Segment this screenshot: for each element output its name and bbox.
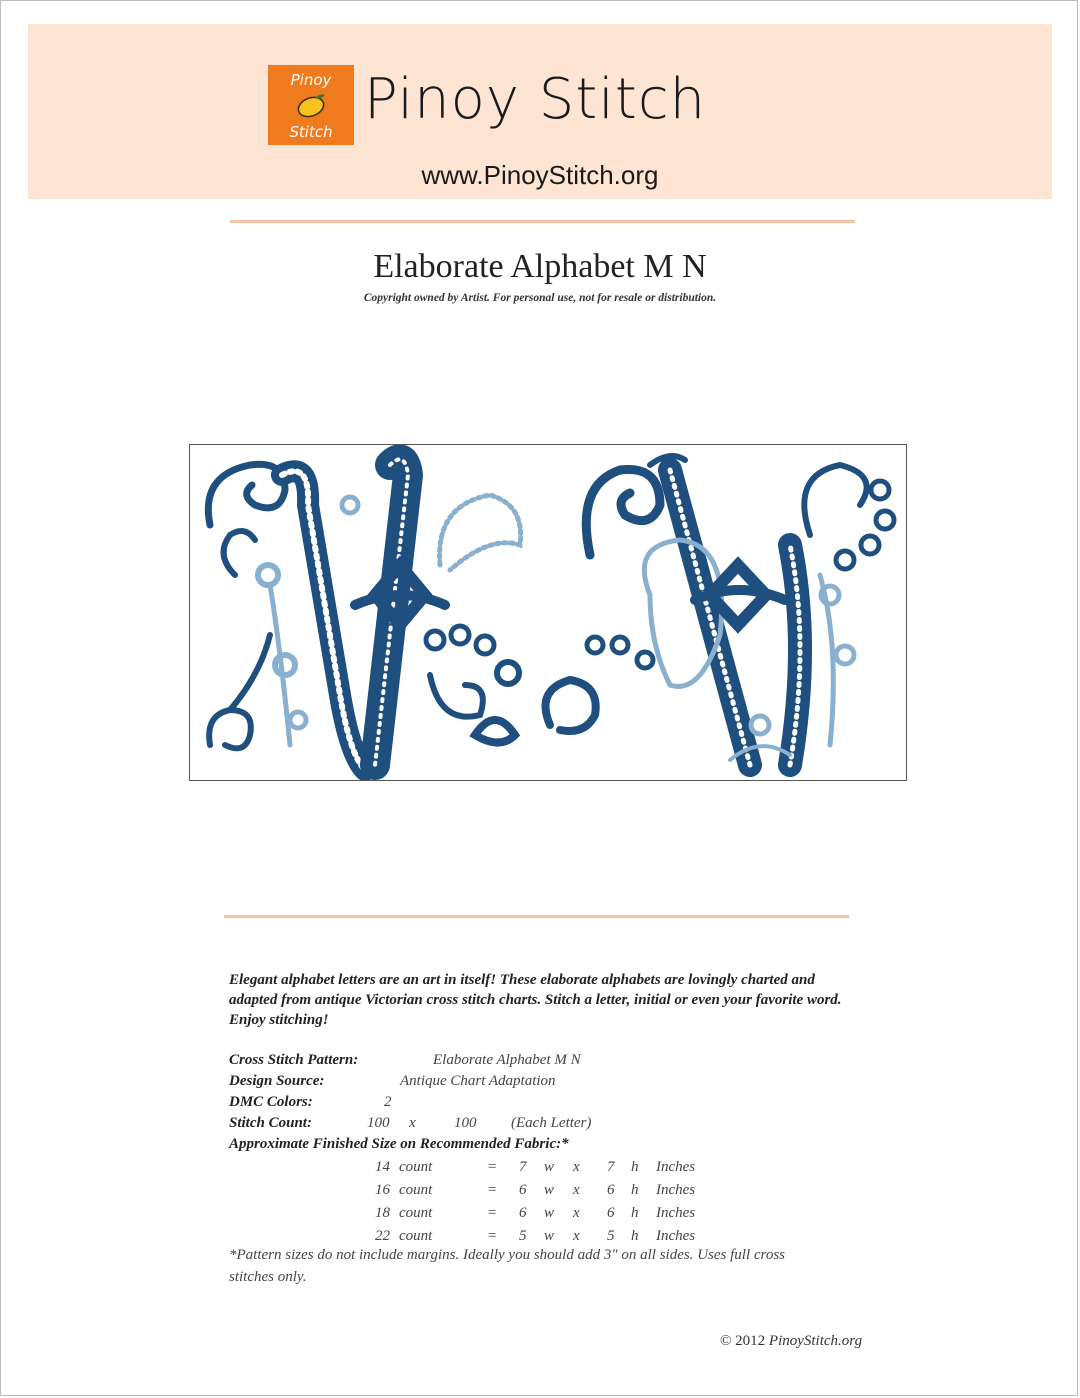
times: x (573, 1205, 580, 1221)
fabric-unit: count (399, 1228, 433, 1244)
page-title: Elaborate Alphabet M N (373, 248, 707, 285)
copyright-year: © 2012 (720, 1333, 766, 1349)
size-height: 5 (607, 1228, 615, 1244)
count-height: 100 (454, 1115, 477, 1131)
detail-value: Elaborate Alphabet M N (433, 1052, 581, 1068)
unit-inches: Inches (656, 1228, 696, 1244)
equals: = (487, 1182, 498, 1198)
size-row (229, 1157, 869, 1180)
height-label: h (631, 1159, 639, 1175)
unit-inches: Inches (656, 1205, 696, 1221)
height-label: h (631, 1205, 639, 1221)
height-label: h (631, 1182, 639, 1198)
width-label: w (544, 1159, 555, 1175)
size-width: 6 (519, 1182, 527, 1198)
size-width: 7 (519, 1159, 527, 1175)
detail-label: Design Source: (229, 1073, 325, 1089)
detail-label: Stitch Count: (229, 1115, 312, 1131)
detail-row-count (229, 1113, 869, 1134)
size-width: 6 (519, 1205, 527, 1221)
logo-text-top: Pinoy (290, 71, 332, 89)
fabric-count: 22 (375, 1228, 390, 1244)
count-x: x (409, 1115, 416, 1131)
finished-size-table (229, 1157, 869, 1246)
size-row (229, 1203, 869, 1226)
fabric-unit: count (399, 1182, 433, 1198)
footer-copyright (720, 1333, 862, 1350)
width-label: w (544, 1228, 555, 1244)
mango-icon (294, 92, 328, 118)
pattern-details (229, 1050, 869, 1288)
equals: = (487, 1228, 498, 1244)
count-width: 100 (367, 1115, 390, 1131)
size-row (229, 1226, 869, 1246)
unit-inches: Inches (656, 1159, 696, 1175)
width-label: w (544, 1205, 555, 1221)
copyright-notice: Copyright owned by Artist. For personal use, not for resale or distribution. (363, 292, 717, 304)
fabric-count: 16 (375, 1182, 390, 1198)
intro-paragraph: Elegant alphabet letters are an art in itself! These elaborate alphabets are lovingly charted and adapted from antique Victorian cross stitch charts. Stitch a letter, initial or even your favorite word. Enjoy stitching! (229, 972, 842, 1028)
site-url[interactable]: www.PinoyStitch.org (421, 160, 659, 190)
size-row (229, 1180, 869, 1203)
equals: = (487, 1159, 498, 1175)
middle-divider (224, 915, 849, 918)
size-height: 6 (607, 1205, 615, 1221)
width-label: w (544, 1182, 555, 1198)
fabric-count: 14 (375, 1159, 390, 1175)
detail-row-size (229, 1134, 869, 1155)
detail-row-pattern (229, 1050, 869, 1071)
fabric-count: 18 (375, 1205, 390, 1221)
size-height: 7 (607, 1159, 615, 1175)
height-label: h (631, 1228, 639, 1244)
brand-name: Pinoy Stitch (364, 67, 707, 132)
times: x (573, 1182, 580, 1198)
size-height: 6 (607, 1182, 615, 1198)
size-footnote: *Pattern sizes do not include margins. Ideally you should add 3" on all sides. Uses full cross stitches only. (229, 1247, 785, 1285)
monogram-mn-illustration (190, 445, 906, 780)
detail-label: DMC Colors: (229, 1094, 313, 1110)
logo (268, 65, 354, 145)
detail-label: Approximate Finished Size on Recommended Fabric:* (229, 1136, 569, 1152)
size-width: 5 (519, 1228, 527, 1244)
top-divider (230, 220, 855, 223)
fabric-unit: count (399, 1205, 433, 1221)
cross-stitch-pattern-image (189, 444, 907, 781)
unit-inches: Inches (656, 1182, 696, 1198)
detail-label: Cross Stitch Pattern: (229, 1052, 359, 1068)
times: x (573, 1159, 580, 1175)
detail-row-source (229, 1071, 869, 1092)
equals: = (487, 1205, 498, 1221)
count-note: (Each Letter) (511, 1115, 592, 1131)
detail-row-colors (229, 1092, 869, 1113)
detail-value: Antique Chart Adaptation (400, 1073, 556, 1089)
detail-value: 2 (384, 1094, 392, 1110)
fabric-unit: count (399, 1159, 433, 1175)
footer-site[interactable]: PinoyStitch.org (768, 1333, 863, 1349)
times: x (573, 1228, 580, 1244)
logo-text-bottom: Stitch (289, 123, 333, 141)
